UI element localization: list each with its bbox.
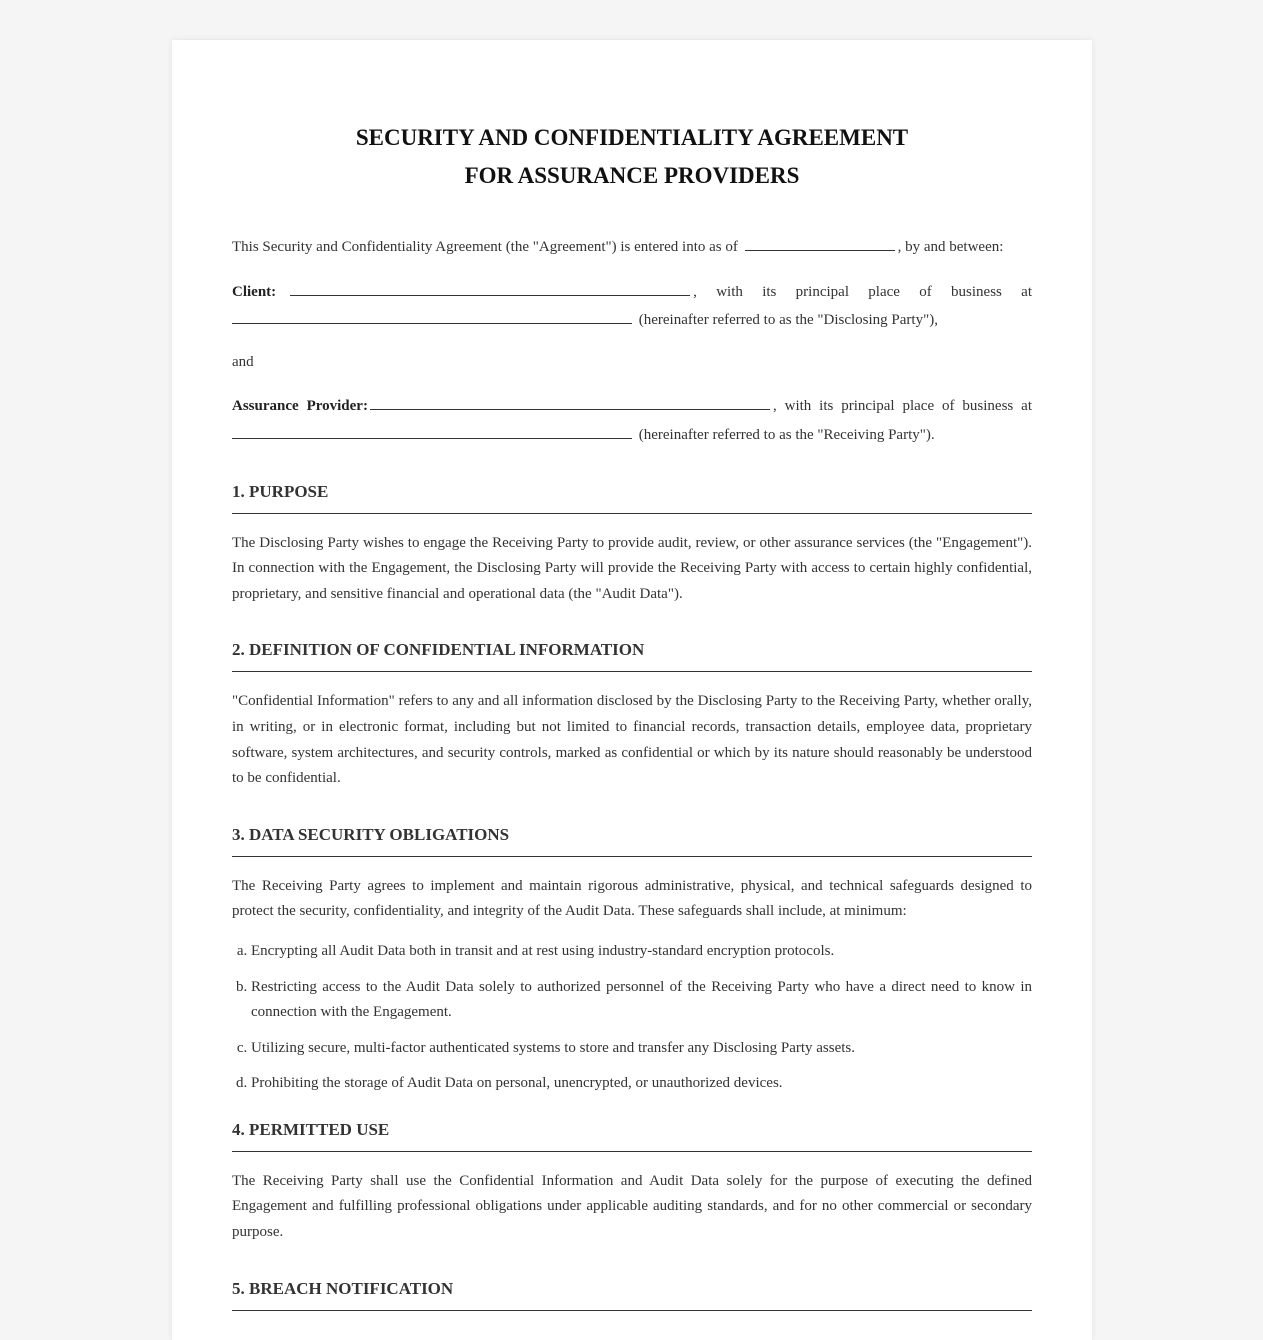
section-heading-definition: 2. DEFINITION OF CONFIDENTIAL INFORMATION (232, 638, 1032, 672)
section-heading-permitted-use: 4. PERMITTED USE (232, 1118, 1032, 1152)
client-paragraph (232, 277, 1032, 334)
title-line-2: FOR ASSURANCE PROVIDERS (464, 163, 800, 188)
date-blank (745, 232, 895, 251)
section-heading-breach: 5. BREACH NOTIFICATION (232, 1277, 1032, 1311)
provider-name-blank (370, 391, 770, 410)
provider-text: , with its principal place of business at (772, 398, 1032, 415)
document-content (232, 40, 1032, 1311)
document-page (172, 40, 1092, 1340)
provider-label: Assurance Provider: (232, 398, 368, 415)
list-item: a. Encrypting all Audit Data both in transit and at rest using industry-standard encryption protocols. (251, 939, 1032, 965)
list-item: b. Restricting access to the Audit Data solely to authorized personnel of the Receiving Party who have a direct need to know in connection with the Engagement. (251, 975, 1032, 1026)
provider-address-blank (232, 420, 632, 439)
and-paragraph: and (232, 353, 254, 370)
security-obligations-list (232, 939, 1032, 1097)
intro-paragraph (232, 232, 1032, 261)
section-body-definition: "Confidential Information" refers to any and all information disclosed by the Disclosing Party to the Receiving Party, whether orally, in writing, or in electronic format, including but not limited to financial records, transaction details, employee data, proprietary software, system architectures, and security controls, marked as confidential or which by its nature should reasonably be understood to be confidential. (232, 693, 1032, 787)
client-text-end: (hereinafter referred to as the "Disclosing Party"), (635, 312, 938, 329)
section-body-security: The Receiving Party agrees to implement and maintain rigorous administrative, physical, and technical safeguards designed to protect the security, confidentiality, and integrity of the Audit Data. These safeguards shall include, at minimum: (232, 877, 1032, 920)
client-name-blank (290, 277, 690, 296)
intro-text-end: , by and between: (897, 239, 1004, 255)
client-address-blank (232, 305, 632, 324)
client-text: , with its principal place of business at (693, 283, 1032, 300)
section-heading-purpose: 1. PURPOSE (232, 480, 1032, 514)
section-body-purpose: The Disclosing Party wishes to engage the Receiving Party to provide audit, review, or other assurance services (the "Engagement"). In connection with the Engagement, the Disclosing Party will provide the Receiving Party with access to certain highly confidential, proprietary, and sensitive financial and operational data (the "Audit Data"). (232, 534, 1032, 602)
list-item: c. Utilizing secure, multi-factor authenticated systems to store and transfer any Disclosing Party assets. (251, 1036, 1032, 1062)
intro-text: This Security and Confidentiality Agreement (the "Agreement") is entered into as of (232, 239, 738, 255)
provider-text-end: (hereinafter referred to as the "Receiving Party"). (635, 426, 935, 443)
provider-paragraph (232, 391, 1032, 448)
document-title (232, 119, 1032, 195)
section-body-permitted-use: The Receiving Party shall use the Confidential Information and Audit Data solely for the purpose of executing the defined Engagement and fulfilling professional obligations under applicable auditing standards, and for no other commercial or secondary purpose. (232, 1172, 1032, 1241)
section-heading-security: 3. DATA SECURITY OBLIGATIONS (232, 823, 1032, 857)
client-label: Client: (232, 283, 277, 300)
title-line-1: SECURITY AND CONFIDENTIALITY AGREEMENT (355, 125, 909, 150)
list-item: d. Prohibiting the storage of Audit Data on personal, unencrypted, or unauthorized devices. (251, 1071, 1032, 1097)
